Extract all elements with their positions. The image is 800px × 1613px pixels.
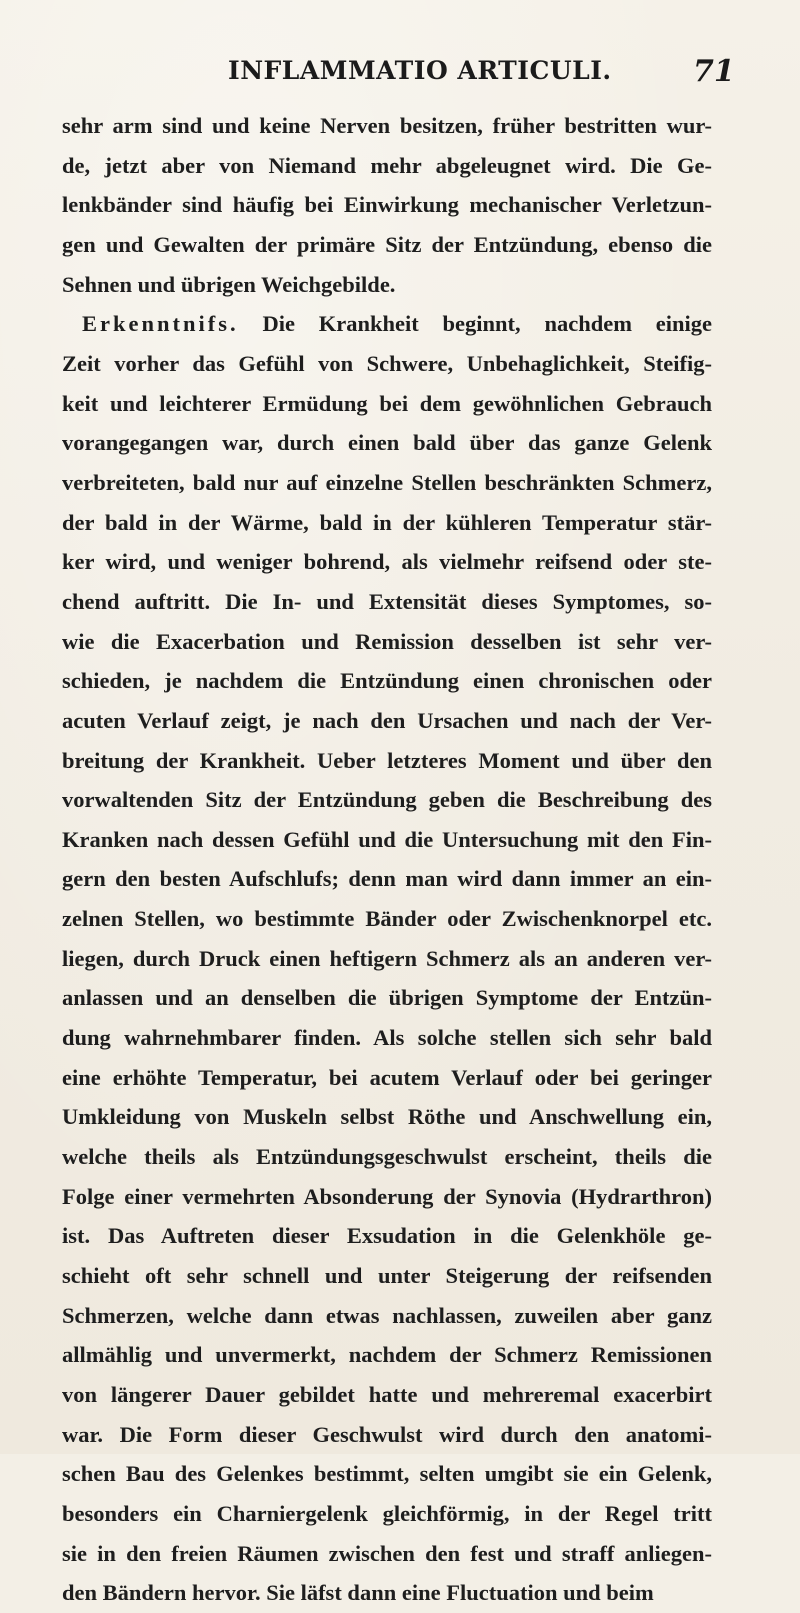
page-number: 71 bbox=[693, 54, 735, 89]
text-line: den Bändern hervor. Sie läfst dann eine Fluctuation und beim bbox=[62, 1580, 654, 1606]
text-line: vorangegangen war, durch einen bald über das ganze Gelenk bbox=[62, 430, 712, 456]
text-line: chend auftritt. Die In- und Extensität dieses Symptomes, so- bbox=[62, 588, 712, 614]
text-line-rest: Die Krankheit beginnt, nachdem einige bbox=[262, 311, 712, 337]
text-line bbox=[62, 304, 712, 344]
text-line: Umkleidung von Muskeln selbst Röthe und Anschwellung ein, bbox=[62, 1104, 712, 1130]
text-line: Sehnen und übrigen Weichgebilde. bbox=[62, 271, 396, 297]
page-header bbox=[0, 56, 800, 96]
text-line: von längerer Dauer gebildet hatte und mehreremal exacerbirt bbox=[62, 1382, 712, 1407]
text-line: breitung der Krankheit. Ueber letzteres Moment und über den bbox=[62, 747, 712, 773]
text-line: ist. Das Auftreten dieser Exsudation in die Gelenkhöle ge- bbox=[62, 1223, 712, 1249]
text-line: sie in den freien Räumen zwischen den fest und straff anliegen- bbox=[62, 1540, 712, 1566]
text-line: zelnen Stellen, wo bestimmte Bänder oder Zwischenknorpel etc. bbox=[62, 906, 712, 932]
text-line: besonders ein Charniergelenk gleichförmig, in der Regel tritt bbox=[62, 1500, 712, 1526]
text-line: wie die Exacerbation und Remission desselben ist sehr ver- bbox=[62, 628, 712, 654]
text-line: dung wahrnehmbarer finden. Als solche stellen sich sehr bald bbox=[62, 1025, 712, 1051]
text-line: de, jetzt aber von Niemand mehr abgeleugnet wird. Die Ge- bbox=[62, 152, 712, 178]
text-line: Folge einer vermehrten Absonderung der Synovia (Hydrarthron) bbox=[62, 1183, 712, 1209]
text-line: welche theils als Entzündungsgeschwulst erscheint, theils die bbox=[62, 1144, 712, 1170]
text-line: schieden, je nachdem die Entzündung einen chronischen oder bbox=[62, 668, 712, 694]
text-line: liegen, durch Druck einen heftigern Schmerz als an anderen ver- bbox=[62, 945, 712, 971]
text-line: schen Bau des Gelenkes bestimmt, selten umgibt sie ein Gelenk, bbox=[62, 1461, 712, 1487]
text-line: ker wird, und weniger bohrend, als vielmehr reifsend oder ste- bbox=[62, 549, 712, 575]
text-line: Schmerzen, welche dann etwas nachlassen, zuweilen aber ganz bbox=[62, 1302, 712, 1328]
text-line: anlassen und an denselben die übrigen Symptome der Entzün- bbox=[62, 985, 712, 1011]
text-line: schieht oft sehr schnell und unter Steigerung der reifsenden bbox=[62, 1263, 712, 1289]
text-line: Kranken nach dessen Gefühl und die Untersuchung mit den Fin- bbox=[62, 826, 712, 852]
text-line: acuten Verlauf zeigt, je nach den Ursachen und nach der Ver- bbox=[62, 707, 712, 733]
text-line: gen und Gewalten der primäre Sitz der Entzündung, ebenso die bbox=[62, 231, 712, 257]
text-line: eine erhöhte Temperatur, bei acutem Verlauf oder bei geringer bbox=[62, 1064, 712, 1090]
text-line: Zeit vorher das Gefühl von Schwere, Unbehaglichkeit, Steifig- bbox=[62, 350, 712, 376]
running-title: INFLAMMATIO ARTICULI. bbox=[228, 56, 612, 85]
text-line: der bald in der Wärme, bald in der kühleren Temperatur stär- bbox=[62, 509, 712, 535]
text-line: verbreiteten, bald nur auf einzelne Stellen beschränkten Schmerz, bbox=[62, 469, 712, 495]
text-line: sehr arm sind und keine Nerven besitzen, früher bestritten wur- bbox=[62, 113, 712, 138]
text-line: allmählig und unvermerkt, nachdem der Schmerz Remissionen bbox=[62, 1342, 712, 1368]
text-line: lenkbänder sind häufig bei Einwirkung mechanischer Verletzun- bbox=[62, 192, 712, 218]
text-line: vorwaltenden Sitz der Entzündung geben die Beschreibung des bbox=[62, 787, 712, 813]
body-text bbox=[62, 106, 712, 1613]
text-line: keit und leichterer Ermüdung bei dem gewöhnlichen Gebrauch bbox=[62, 390, 712, 416]
text-line: war. Die Form dieser Geschwulst wird durch den anatomi- bbox=[62, 1421, 712, 1447]
text-line: gern den besten Aufschlufs; denn man wird dann immer an ein- bbox=[62, 866, 712, 892]
section-heading: Erkenntnifs. bbox=[82, 311, 239, 337]
